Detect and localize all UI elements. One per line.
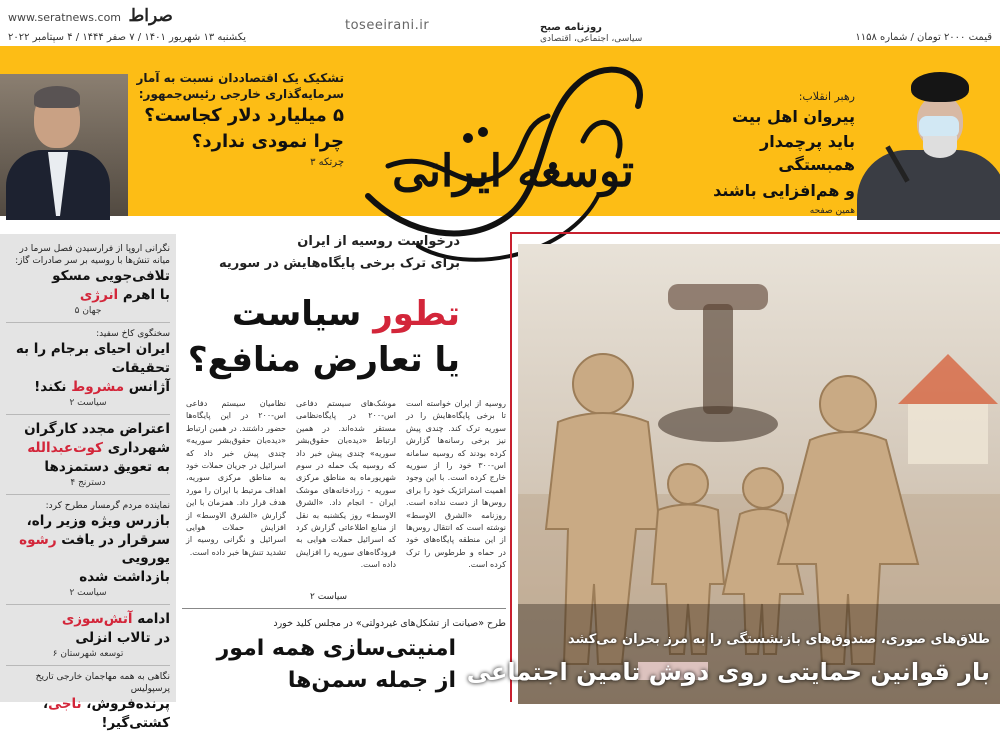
sidebar-item-title: اعتراض مجدد کارگران شهرداری کوت‌عبدالله به تعویق دستمزدها <box>24 420 170 475</box>
top-strip <box>0 0 1000 46</box>
sidebar-item-title: ادامه آتش‌سوزی در تالاب انزلی <box>61 611 170 647</box>
news-sidebar <box>0 234 176 732</box>
sidebar-item-workers[interactable] <box>6 415 170 495</box>
band-left-kicker: تشکیک یک اقتصاددان نسبت به آمار سرمایه‌گذاری خارجی رئیس‌جمهور: <box>136 71 344 102</box>
band-left-story[interactable] <box>132 70 344 168</box>
sidebar-item-inspector[interactable] <box>6 495 170 606</box>
dateline: یکشنبه ۱۳ شهریور ۱۴۰۱ / ۷ صفر ۱۴۴۴ / ۴ سپتامبر ۲۰۲۲ <box>8 32 247 43</box>
sidebar-item-persepolis[interactable] <box>6 666 170 739</box>
second-story-headline-2[interactable]: از جمله سمن‌ها <box>287 668 456 693</box>
sidebar-item-page: جهان ۵ <box>74 306 102 317</box>
paper-descriptor: سیاسی، اجتماعی، اقتصادی <box>540 34 643 44</box>
second-story-headline[interactable]: امنیتی‌سازی همه امور <box>216 636 456 661</box>
main-story-kicker-2: برای ترک برخی پایگاه‌هایش در سوریه <box>219 256 460 271</box>
gavel-icon <box>703 304 733 414</box>
main-story-column <box>182 234 506 702</box>
sidebar-item-title: ایران احیای برجام را به تحقیقات آژانس مشروط نکند! <box>15 341 170 395</box>
watermark-logo: صراط <box>128 6 173 26</box>
sidebar-item-kicker: نگاهی به همه مهاجمان خارجی تاریخ پرسپولیس <box>35 672 170 695</box>
main-story-headline-2[interactable]: یا تعارض منافع؟ <box>187 340 460 380</box>
feature-photo <box>466 244 1000 704</box>
sidebar-item-page: سیاست ۲ <box>69 397 107 408</box>
daily-label: روزنامه صبح <box>540 22 602 33</box>
sidebar-item-title: تلافی‌جویی مسکو با اهرم انرژی <box>52 268 170 304</box>
band-right-kicker: رهبر انقلاب: <box>798 90 855 103</box>
feature-story[interactable] <box>466 232 1000 702</box>
leader-portrait <box>857 68 1000 216</box>
main-story-page-ref: سیاست ۲ <box>310 592 348 602</box>
house-icon <box>898 354 998 404</box>
band-right-headline-1: پیروان اهل بیت <box>731 107 855 126</box>
main-story-body <box>182 398 506 588</box>
feature-headline: بار قوانین حمایتی روی دوش تامین اجتماعی <box>466 658 990 686</box>
sidebar-item-title: پرنده‌فروش، ناجی، کشتی‌گیر! <box>42 696 170 732</box>
sidebar-item-page: سیاست ۲ <box>69 588 107 599</box>
site-url[interactable]: toseeirani.ir <box>345 18 430 33</box>
watermark-url: www.seratnews.com <box>8 11 122 24</box>
band-left-headline-2: چرا نمودی ندارد؟ <box>191 130 344 152</box>
sidebar-item-title: بازرس ویژه وزیر راه، سرقرار در یافت رشوه یورویی بازداشت شده <box>19 512 170 586</box>
band-right-headline-2: باید پرچمدار همبستگی <box>760 132 855 175</box>
feature-kicker: طلاق‌های صوری، صندوق‌های بازنشستگی را به مرز بحران می‌کشد <box>567 632 990 647</box>
watermark <box>8 6 173 26</box>
body-column-1: روسیه از ایران خواسته است تا برخی پایگاه‌هایش را در سوریه ترک کند. چندی پیش نیز برخی رسانه‌ها گزارش کرده بودند که روسیه سامانه اس-۳۰۰ خود را از سوریه خارج کرده است. با این وجود اهمیت استراتژیک خود را برای روس‌ها از دست نداده است. روزنامه «الشرق الاوسط» نوشته است که انتقال روس‌ها از این منطقه پایگاه‌های خود در حماه و طرطوس را ترک کرده است. <box>406 399 506 570</box>
sidebar-item-kicker: سخنگوی کاخ سفید: <box>96 329 170 340</box>
body-column-3: نظامیان سیستم دفاعی اس-۲۰۰ در این پایگاه‌ها حضور داشتند. در همین ارتباط «دیده‌بان حقوق‌بشر سوریه» چندی پیش خبر داد که اسرائیل در جریان حملات خود به مناطق مرکزی سوریه، اهداف مرتبط با ایران را مورد هدف قرار داد. همزمان با این گزارش «الشرق الاوسط» از افزایش حملات هوایی اسرائیل و نگرانی روسیه از تشدید تنش‌ها خبر داده است. <box>186 399 286 557</box>
sidebar-item-fire[interactable] <box>6 605 170 666</box>
sidebar-item-moscow[interactable] <box>6 238 170 323</box>
main-story-kicker-1: درخواست روسیه از ایران <box>297 234 460 249</box>
band-right-page: همین صفحه <box>809 205 855 216</box>
sidebar-item-jcpoa[interactable] <box>6 323 170 415</box>
body-column-2: موشک‌های سیستم دفاعی اس-۲۰۰ در پایگاه‌نظامی مستقر شده‌اند. در همین ارتباط «دیده‌بان حقوق‌بشر سوریه» چندی پیش خبر داد که روسیه یک حمله در سوم شهریورماه به مناطق مرکزی سوریه - زرادخانه‌های موشک ایران - انجام داد. «الشرق الاوسط» روز یکشنبه به نقل از منابع اطلاعاتی گزارش کرد که اسرائیل حملات هوایی به فرودگاه‌های سوریه را افزایش داده است. <box>296 399 396 570</box>
band-left-headline-1: ۵ میلیارد دلار کجاست؟ <box>144 105 344 127</box>
sidebar-item-page: توسعه شهرستان ۶ <box>52 649 124 660</box>
band-right-headline-3: و هم‌افزایی باشند <box>713 180 855 200</box>
main-story-headline[interactable]: تطور سیاست <box>231 294 460 334</box>
sidebar-item-kicker: نگرانی اروپا از فرارسیدن فصل سرما در میانه تنش‌ها با روسیه بر سر صادرات گاز: <box>15 244 170 267</box>
price-issue: قیمت ۲۰۰۰ تومان / شماره ۱۱۵۸ <box>855 32 992 43</box>
divider <box>182 608 506 609</box>
second-story-kicker: طرح «صیانت از تشکل‌های غیردولتی» در مجلس کلید خورد <box>273 618 506 629</box>
masthead-band <box>0 46 1000 216</box>
band-right-story[interactable] <box>680 90 855 216</box>
masthead-title: توسعه ایرانی <box>392 146 634 197</box>
band-left-page: چرتکه ۳ <box>310 157 344 169</box>
sidebar-item-page: دسترنج ۴ <box>70 477 106 488</box>
economist-portrait <box>0 74 128 216</box>
sidebar-item-kicker: نماینده مردم گرمسار مطرح کرد: <box>45 500 170 511</box>
